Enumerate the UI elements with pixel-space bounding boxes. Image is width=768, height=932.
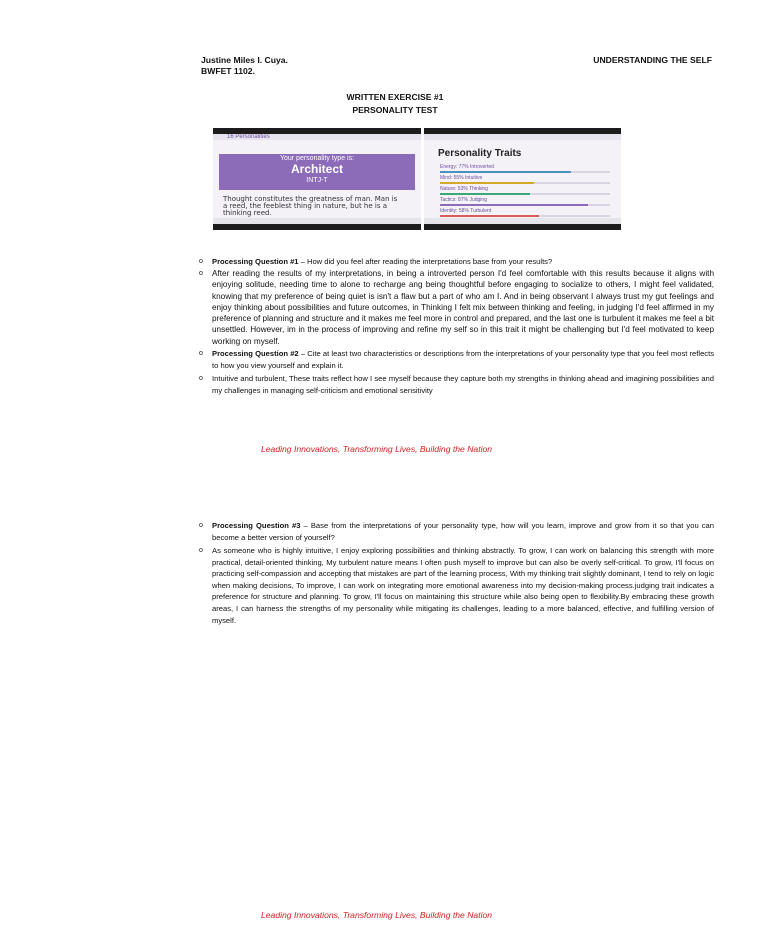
exercise-title: WRITTEN EXERCISE #1 xyxy=(346,92,444,102)
trait-bar-fill xyxy=(440,171,571,173)
trait-bar xyxy=(440,171,610,173)
trait-label: Tactics: 87% Judging xyxy=(440,197,487,203)
student-info xyxy=(201,55,288,77)
traits-heading: Personality Traits xyxy=(438,148,522,159)
exercise-subtitle: PERSONALITY TEST xyxy=(352,105,438,115)
type-label: Your personality type is: xyxy=(279,155,355,162)
app-bar: 16 Personalities xyxy=(213,134,421,140)
type-code: INTJ-T xyxy=(306,177,328,184)
result-screenshots xyxy=(213,128,621,230)
question-text: – How did you feel after reading the interpretations base from your results? xyxy=(298,257,553,266)
answer-text: After reading the results of my interpretations, in being a introverted person I'd feel comfortable with this results because it aligns with enjoying solitude, needing time to alone to recharge ang being thoughtful before engaging to socialize to others, I might feel validated, knowing that my preference of being quiet is isn't a flaw but a part of who am I. And in being observant I always trust my gut feelings and enjoy thinking about possibilities and future outcomes, in Thinking I felt mix between thinking and feeling, in judging I'd feel affirmed in my preference of planning and structure and it makes me feel more in control and prepared, and the last one is turbulent it makes me feel a bit unsettled. However, im in the process of improving and refine my self so in this trait it might be challenging but I'd feel motivated to keep working on myself. xyxy=(212,269,714,346)
footer-tagline: Leading Innovations, Transforming Lives, Building the Nation xyxy=(261,444,493,454)
bullet-icon: o xyxy=(199,258,203,265)
phone-nav-bar xyxy=(424,218,621,224)
screenshot-personality-traits xyxy=(424,128,621,230)
phone-nav-bar xyxy=(213,218,421,224)
footer-tagline: Leading Innovations, Transforming Lives, Building the Nation xyxy=(261,910,493,920)
trait-label: Nature: 53% Thinking xyxy=(440,186,488,192)
type-banner xyxy=(219,154,415,190)
trait-bar xyxy=(440,204,610,206)
bullet-icon: o xyxy=(199,522,203,529)
trait-bar xyxy=(440,215,610,217)
bullet-icon: o xyxy=(199,350,203,357)
question-2 xyxy=(199,348,715,371)
bullet-icon: o xyxy=(199,375,203,382)
trait-bar-fill xyxy=(440,215,539,217)
course-title: UNDERSTANDING THE SELF xyxy=(593,55,712,65)
trait-label: Mind: 55% Intuitive xyxy=(440,175,483,181)
question-3 xyxy=(199,520,714,543)
screenshot-personality-type xyxy=(213,128,421,230)
answer-text: Intuitive and turbulent, These traits reflect how I see myself because they capture both my strengths in thinking ahead and imagining possibilities and my challenges in managing self-criticism and emotional sensitivity xyxy=(212,374,714,395)
answer-3 xyxy=(199,545,714,626)
question-label: Processing Question #1 xyxy=(212,257,299,266)
question-text: – Cite at least two characteristics or descriptions from the interpretations of your personality type that you feel most reflects to how you view yourself and explain it. xyxy=(212,349,715,370)
trait-label: Identity: 58% Turbulent xyxy=(440,208,492,214)
student-name: Justine Miles I. Cuya. xyxy=(201,55,288,65)
question-label: Processing Question #2 xyxy=(212,349,299,358)
trait-bar xyxy=(440,193,610,195)
question-1 xyxy=(199,256,714,268)
trait-bar xyxy=(440,182,610,184)
app-bar xyxy=(424,134,621,140)
answer-2 xyxy=(199,373,714,396)
type-quote: Thought constitutes the greatness of man. Man is a reed, the feeblest thing in nature, but he is a thinking reed. xyxy=(223,195,398,217)
trait-bar-fill xyxy=(440,204,588,206)
trait-label: Energy: 77% Introverted xyxy=(440,164,494,170)
answer-1 xyxy=(199,268,714,347)
answer-text: As someone who is highly intuitive, I enjoy exploring possibilities and thinking abstractly. To grow, I can work on balancing this strength with more practical, detail-oriented thinking, My turbulent nature means I often push myself to improve but can also be overly self-critical. To grow, I'll focus on practicing self-compassion and accepting that mistakes are part of the learning process, With my thinking trait slightly dominant, I tend to rely on logic when making decisions, To improve, I can work on integrating more emotional awareness into my decision-making process.judging trait indicates a preference for structure and planning. To grow, I'll focus on maintaining this structure while also being open to flexibility.By embracing these growth areas, I can harness the strengths of my personality while mitigating its challenges, leading to a more balanced, effective, and fulfilling version of myself. xyxy=(212,546,714,625)
question-label: Processing Question #3 xyxy=(212,521,301,530)
question-text: – Base from the interpretations of your personality type, how will you learn, improve and grow from it so that you can become a better version of yourself? xyxy=(212,521,714,542)
trait-bar-fill xyxy=(440,193,530,195)
bullet-icon: o xyxy=(199,270,203,277)
bullet-icon: o xyxy=(199,547,203,554)
student-section: BWFET 1102. xyxy=(201,66,255,76)
trait-bar-fill xyxy=(440,182,534,184)
type-name: Architect xyxy=(290,162,343,176)
